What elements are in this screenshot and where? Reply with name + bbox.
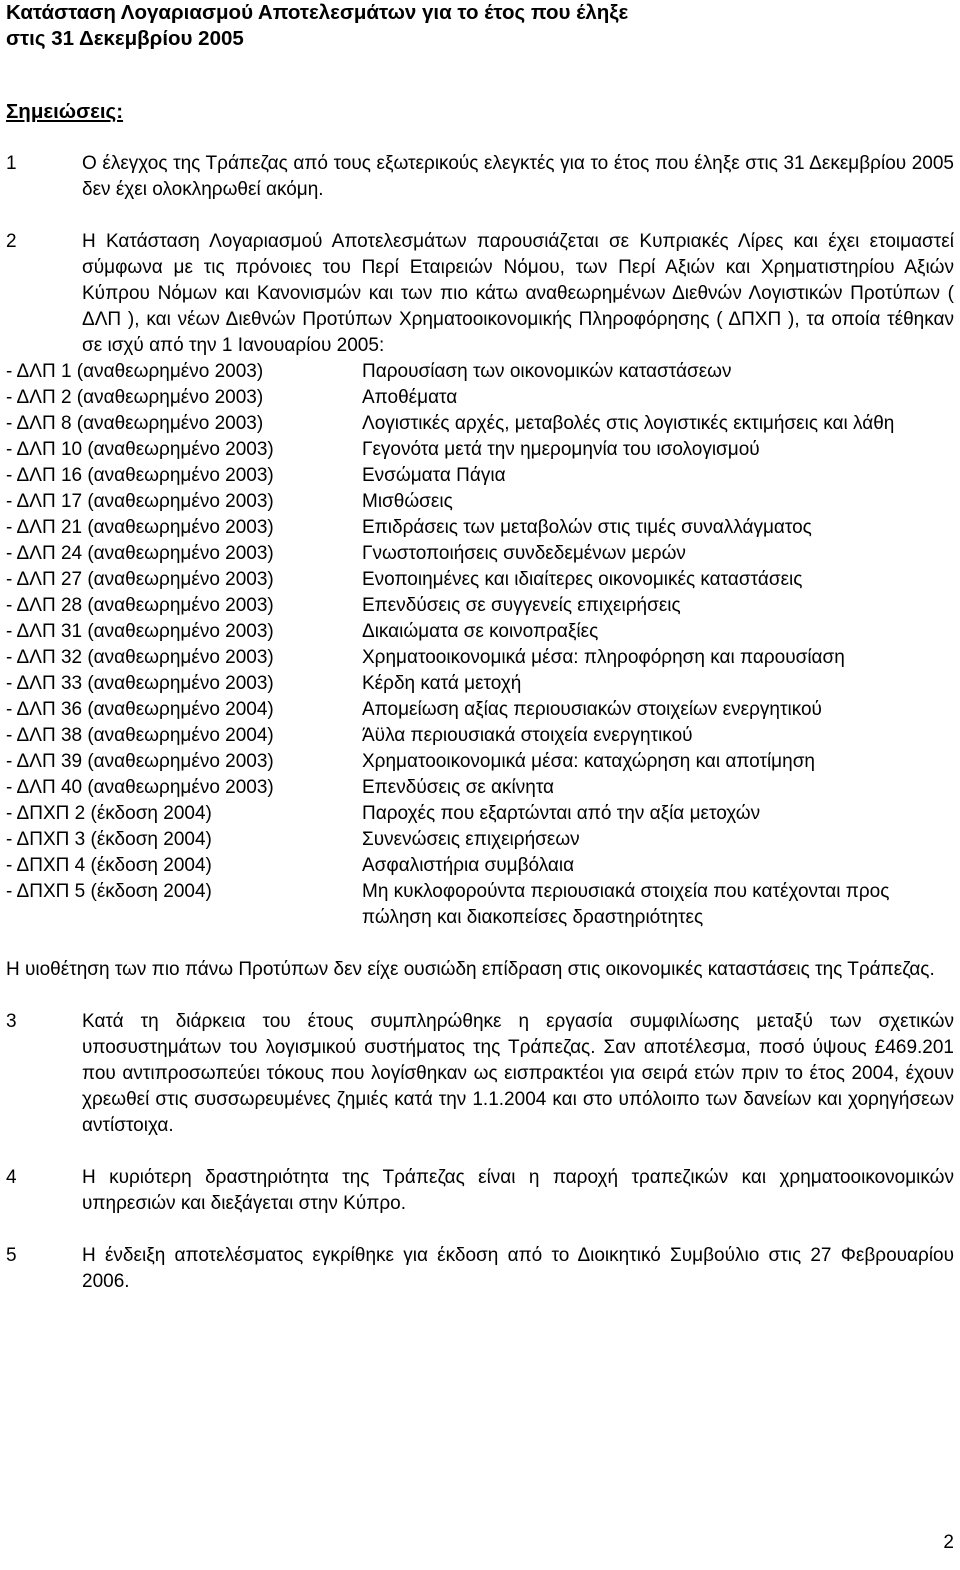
standard-title: Γεγονότα μετά την ημερομηνία του ισολογισμού [362, 439, 760, 460]
standard-title: Παροχές που εξαρτώνται από την αξία μετοχών [362, 803, 761, 824]
standard-title: Επενδύσεις σε ακίνητα [362, 777, 555, 798]
document-title [6, 0, 958, 52]
standard-title: Άϋλα περιουσιακά στοιχεία ενεργητικού [362, 725, 693, 746]
standard-title: Δικαιώματα σε κοινοπραξίες [362, 621, 599, 642]
standard-title: Συνενώσεις επιχειρήσεων [362, 829, 580, 850]
adoption-paragraph: Η υιοθέτηση των πιο πάνω Προτύπων δεν είχε ουσιώδη επίδραση στις οικονομικές καταστάσεις της Τράπεζας. [6, 959, 935, 980]
document-page [6, 0, 958, 1295]
standard-code: - ΔΛΠ 31 (αναθεωρημένο 2003) [6, 621, 274, 642]
standard-title: Επενδύσεις σε συγγενείς επιχειρήσεις [362, 595, 681, 616]
note-text: Η Κατάσταση Λογαριασμού Αποτελεσμάτων παρουσιάζεται σε Κυπριακές Λίρες και έχει ετοιμαστεί σύμφωνα με τις πρόνοιες του Περί Εταιρειών Νόμου, των Περί Αξιών και Χρηματιστηρίου Αξιών Κύπρου Νόμων και Κανονισμών και των πιο κάτω αναθεωρημένων Διεθνών Λογιστικών Προτύπων ( ΔΛΠ ), και νέων Διεθνών Προτύπων Χρηματοοικονομικής Πληροφόρησης ( ΔΠΧΠ ), τα οποία τέθηκαν σε ισχύ από την 1 Ιανουαρίου 2005: [82, 231, 954, 356]
standard-code: - ΔΛΠ 2 (αναθεωρημένο 2003) [6, 387, 264, 408]
standard-row [6, 593, 958, 619]
standard-code: - ΔΛΠ 36 (αναθεωρημένο 2004) [6, 699, 274, 720]
standard-row [6, 853, 958, 879]
standard-row [6, 359, 958, 385]
note-text: Η ένδειξη αποτελέσματος εγκρίθηκε για έκδοση από το Διοικητικό Συμβούλιο στις 27 Φεβρουαρίου 2006. [82, 1245, 954, 1292]
standard-row [6, 827, 958, 853]
standard-code: - ΔΛΠ 33 (αναθεωρημένο 2003) [6, 673, 274, 694]
note-text: Ο έλεγχος της Τράπεζας από τους εξωτερικούς ελεγκτές για το έτος που έληξε στις 31 Δεκεμβρίου 2005 δεν έχει ολοκληρωθεί ακόμη. [82, 153, 954, 200]
standard-title: Μη κυκλοφορούντα περιουσιακά στοιχεία που κατέχονται προς πώληση και διακοπείσες δραστηριότητες [362, 881, 890, 928]
standard-row [6, 619, 958, 645]
standard-row [6, 775, 958, 801]
standard-title: Γνωστοποιήσεις συνδεδεμένων μερών [362, 543, 686, 564]
page-number: 2 [943, 1532, 954, 1553]
standard-code: - ΔΠΧΠ 5 (έκδοση 2004) [6, 881, 212, 902]
note-number: 4 [6, 1167, 17, 1188]
note-4 [6, 1165, 958, 1217]
standard-title: Επιδράσεις των μεταβολών στις τιμές συναλλάγματος [362, 517, 812, 538]
standard-title: Χρηματοοικονομικά μέσα: καταχώρηση και αποτίμηση [362, 751, 815, 772]
standard-title: Απομείωση αξίας περιουσιακών στοιχείων ενεργητικού [362, 699, 822, 720]
standard-code: - ΔΛΠ 21 (αναθεωρημένο 2003) [6, 517, 274, 538]
standard-title: Ενοποιημένες και ιδιαίτερες οικονομικές καταστάσεις [362, 569, 803, 590]
note-number: 5 [6, 1245, 17, 1266]
note-5 [6, 1243, 958, 1295]
standard-title: Παρουσίαση των οικονομικών καταστάσεων [362, 361, 732, 382]
standard-row [6, 671, 958, 697]
standard-row [6, 437, 958, 463]
standard-row [6, 489, 958, 515]
standard-code: - ΔΛΠ 17 (αναθεωρημένο 2003) [6, 491, 274, 512]
standard-row [6, 385, 958, 411]
note-number: 3 [6, 1011, 17, 1032]
note-2 [6, 229, 958, 359]
standard-code: - ΔΛΠ 24 (αναθεωρημένο 2003) [6, 543, 274, 564]
standard-row [6, 645, 958, 671]
standard-title: Αποθέματα [362, 387, 458, 408]
standard-row [6, 723, 958, 749]
note-text: Η κυριότερη δραστηριότητα της Τράπεζας είναι η παροχή τραπεζικών και χρηματοοικονομικών υπηρεσιών και διεξάγεται στην Κύπρο. [82, 1167, 954, 1214]
standard-title: Μισθώσεις [362, 491, 453, 512]
standard-row [6, 515, 958, 541]
standard-row [6, 697, 958, 723]
standard-code: - ΔΠΧΠ 4 (έκδοση 2004) [6, 855, 212, 876]
standards-list [6, 359, 958, 931]
standard-code: - ΔΛΠ 8 (αναθεωρημένο 2003) [6, 413, 264, 434]
standard-title: Χρηματοοικονομικά μέσα: πληροφόρηση και παρουσίαση [362, 647, 845, 668]
standard-code: - ΔΛΠ 28 (αναθεωρημένο 2003) [6, 595, 274, 616]
standard-title: Ενσώματα Πάγια [362, 465, 506, 486]
standard-code: - ΔΛΠ 10 (αναθεωρημένο 2003) [6, 439, 274, 460]
standard-code: - ΔΠΧΠ 2 (έκδοση 2004) [6, 803, 212, 824]
title-line-2: στις 31 Δεκεμβρίου 2005 [6, 27, 244, 50]
title-line-1: Κατάσταση Λογαριασμού Αποτελεσμάτων για το έτος που έληξε [6, 1, 629, 24]
note-number: 1 [6, 153, 17, 174]
standard-row [6, 411, 958, 437]
standard-code: - ΔΛΠ 1 (αναθεωρημένο 2003) [6, 361, 264, 382]
note-number: 2 [6, 231, 17, 252]
note-1 [6, 151, 958, 203]
standard-row [6, 463, 958, 489]
standard-row [6, 801, 958, 827]
standard-code: - ΔΛΠ 39 (αναθεωρημένο 2003) [6, 751, 274, 772]
standard-code: - ΔΛΠ 27 (αναθεωρημένο 2003) [6, 569, 274, 590]
note-text: Κατά τη διάρκεια του έτους συμπληρώθηκε η εργασία συμφιλίωσης μεταξύ των σχετικών υποσυστημάτων του λογισμικού συστήματος της Τράπεζας. Σαν αποτέλεσμα, ποσό ύψους £469.201 που αντιπροσωπεύει τόκους που λογίσθηκαν ως εισπρακτέοι για σειρά ετών πριν το έτος 2004, έχουν χρεωθεί στις συσσωρευμένες ζημιές κατά την 1.1.2004 και στο υπόλοιπο των δανείων και χορηγήσεων αντίστοιχα. [82, 1011, 954, 1136]
standard-row [6, 541, 958, 567]
standard-title: Λογιστικές αρχές, μεταβολές στις λογιστικές εκτιμήσεις και λάθη [362, 413, 895, 434]
standard-title: Κέρδη κατά μετοχή [362, 673, 522, 694]
note-3 [6, 1009, 958, 1139]
standard-code: - ΔΛΠ 40 (αναθεωρημένο 2003) [6, 777, 274, 798]
standard-title: Ασφαλιστήρια συμβόλαια [362, 855, 575, 876]
notes-heading: Σημειώσεις: [6, 100, 124, 123]
standard-code: - ΔΠΧΠ 3 (έκδοση 2004) [6, 829, 212, 850]
standard-code: - ΔΛΠ 16 (αναθεωρημένο 2003) [6, 465, 274, 486]
standard-row [6, 749, 958, 775]
standard-code: - ΔΛΠ 38 (αναθεωρημένο 2004) [6, 725, 274, 746]
standard-code: - ΔΛΠ 32 (αναθεωρημένο 2003) [6, 647, 274, 668]
standard-row [6, 879, 958, 931]
standard-row [6, 567, 958, 593]
